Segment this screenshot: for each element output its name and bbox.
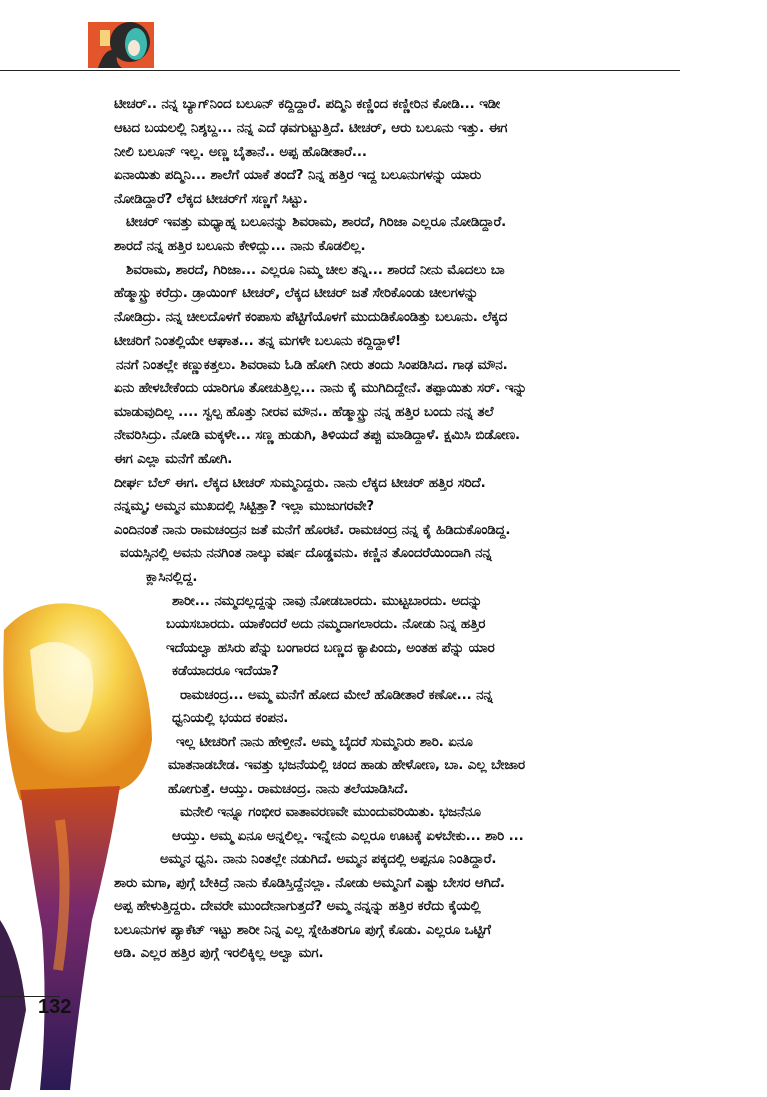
text-line: ಶಾರೀ... ನಮ್ಮದಲ್ಲದ್ದನ್ನು ನಾವು ನೋಡಬಾರದು. ಮುಟ್ಟಬಾರದು. ಅದನ್ನು	[172, 594, 483, 609]
text-line: ವಯಸ್ಸಿನಲ್ಲಿ ಅವನು ನನಗಿಂತ ನಾಲ್ಕು ವರ್ಷ ದೊಡ್ಡವನು. ಕಣ್ಣಿನ ತೊಂದರೆಯಿಂದಾಗಿ ನನ್ನ	[120, 546, 492, 561]
text-line: ಆಯ್ತು. ಅಮ್ಮ ಏನೂ ಅನ್ನಲಿಲ್ಲ. ಇನ್ನೇನು ಎಲ್ಲರೂ ಊಟಕ್ಕೆ ಏಳಬೇಕು... ಶಾರಿ ...	[172, 829, 524, 844]
text-line: ನನಗೆ ನಿಂತಲ್ಲೇ ಕಣ್ಣುಕತ್ತಲು. ಶಿವರಾಮ ಓಡಿ ಹೋಗಿ ನೀರು ತಂದು ಸಿಂಪಡಿಸಿದ. ಗಾಢ ಮೌನ.	[116, 358, 508, 373]
text-line: ಏನಾಯಿತು ಪದ್ಮಿನಿ... ಶಾಲೆಗೆ ಯಾಕೆ ತಂದೆ? ನಿನ್ನ ಹತ್ತಿರ ಇದ್ದ ಬಲೂನುಗಳನ್ನು ಯಾರು	[114, 168, 482, 183]
text-line: ನೀಲಿ ಬಲೂನ್ ಇಲ್ಲ. ಅಣ್ಣ ಬೈತಾನೆ.. ಅಪ್ಪ ಹೊಡೀತಾರೆ...	[114, 145, 367, 160]
text-line: ಈಗ ಎಲ್ಲಾ ಮನೆಗೆ ಹೋಗಿ.	[114, 452, 233, 467]
text-line: ನನ್ನಮ್ಮ; ಅಮ್ಮನ ಮುಖದಲ್ಲಿ ಸಿಟ್ಟಿತ್ತಾ? ಇಲ್ಲಾ ಮುಜುಗರವೇ?	[114, 499, 375, 514]
text-line: ಏನು ಹೇಳಬೇಕೆಂದು ಯಾರಿಗೂ ತೋಚುತ್ತಿಲ್ಲ... ನಾನು ಕೈ ಮುಗಿದಿದ್ದೇನೆ. ತಪ್ಪಾಯಿತು ಸರ್. ಇನ್ನು	[114, 381, 527, 396]
text-line: ಟೀಚರಿಗೆ ನಿಂತಲ್ಲಿಯೇ ಆಘಾತ... ತನ್ನ ಮಗಳೇ ಬಲೂನು ಕದ್ದಿದ್ದಾಳೆ!	[114, 334, 401, 349]
boy-illustration	[0, 590, 160, 1093]
text-line: ಇಲ್ಲ ಟೀಚರಿಗೆ ನಾನು ಹೇಳ್ತೀನೆ. ಅಮ್ಮ ಬೈದರೆ ಸುಮ್ಮನಿರು ಶಾರಿ. ಏನೂ	[176, 735, 473, 750]
text-line: ಹೋಗುತ್ತೆ. ಆಯ್ತು. ರಾಮಚಂದ್ರ. ನಾನು ತಲೆಯಾಡಿಸಿದೆ.	[168, 782, 409, 797]
text-line: ಟೀಚರ್ ಇವತ್ತು ಮಧ್ಯಾಹ್ನ ಬಲೂನನ್ನು ಶಿವರಾಮ, ಶಾರದೆ, ಗಿರಿಜಾ ಎಲ್ಲರೂ ನೋಡಿದ್ದಾರೆ.	[126, 215, 507, 230]
text-line: ದೀರ್ಘ ಬೆಲ್ ಈಗ. ಲೆಕ್ಕದ ಟೀಚರ್ ಸುಮ್ಮನಿದ್ದರು. ನಾನು ಲೆಕ್ಕದ ಟೀಚರ್ ಹತ್ತಿರ ಸರಿದೆ.	[114, 476, 486, 491]
text-line: ಶಿವರಾಮ, ಶಾರದೆ, ಗಿರಿಜಾ... ಎಲ್ಲರೂ ನಿಮ್ಮ ಚೀಲ ತನ್ನಿ... ಶಾರದೆ ನೀನು ಮೊದಲು ಬಾ	[126, 263, 505, 278]
text-line: ಮನೇಲಿ ಇನ್ನೂ ಗಂಭೀರ ವಾತಾವರಣವೇ ಮುಂದುವರಿಯಿತು. ಭಜನೆನೂ	[180, 805, 481, 820]
text-line: ಇದೆಯಲ್ವಾ ಹಸಿರು ಪೆನ್ನು ಬಂಗಾರದ ಬಣ್ಣದ ಕ್ಯಾಪಿಂದು, ಅಂತಹ ಪೆನ್ನು ಯಾರ	[166, 641, 495, 656]
text-line: ಎಂದಿನಂತೆ ನಾನು ರಾಮಚಂದ್ರನ ಜತೆ ಮನೆಗೆ ಹೊರಟೆ. ರಾಮಚಂದ್ರ ನನ್ನ ಕೈ ಹಿಡಿದುಕೊಂಡಿದ್ದ.	[114, 523, 511, 538]
text-line: ನೋಡಿದ್ದಾರೆ? ಲೆಕ್ಕದ ಟೀಚರ್‌ಗೆ ಸಣ್ಣಗೆ ಸಿಟ್ಟು.	[114, 192, 308, 207]
text-line: ಧ್ವನಿಯಲ್ಲಿ ಭಯದ ಕಂಪನ.	[172, 711, 289, 726]
text-line: ನೇವರಿಸಿದ್ರು. ನೋಡಿ ಮಕ್ಕಳೇ... ಸಣ್ಣ ಹುಡುಗಿ, ತಿಳಿಯದೆ ತಪ್ಪು ಮಾಡಿದ್ದಾಳೆ. ಕ್ಷಮಿಸಿ ಬಿಡೋಣ.	[114, 428, 521, 443]
text-line: ಶಾರದೆ ನನ್ನ ಹತ್ತಿರ ಬಲೂನು ಕೇಳಿದ್ಲು... ನಾನು ಕೊಡಲಿಲ್ಲ.	[114, 239, 366, 254]
header-rule	[0, 70, 680, 71]
text-line: ಬಲೂನುಗಳ ಪ್ಯಾಕೆಟ್ ಇಟ್ಟು ಶಾರೀ ನಿನ್ನ ಎಲ್ಲ ಸ್ನೇಹಿತರಿಗೂ ಪುಗ್ಗೆ ಕೊಡು. ಎಲ್ಲರೂ ಒಟ್ಟಿಗೆ	[114, 923, 491, 938]
text-line: ಶಾರು ಮಗಾ, ಪುಗ್ಗೆ ಬೇಕಿದ್ರೆ ನಾನು ಕೊಡಿಸ್ತಿದ್ದೆನಲ್ಲಾ. ನೋಡು ಅಮ್ಮನಿಗೆ ಎಷ್ಟು ಬೇಸರ ಆಗಿದೆ.	[114, 876, 505, 891]
logo-art	[88, 22, 154, 68]
text-line: ರಾಮಚಂದ್ರ... ಅಮ್ಮ ಮನೆಗೆ ಹೋದ ಮೇಲೆ ಹೊಡೀತಾರೆ ಕಣೋ... ನನ್ನ	[180, 688, 493, 703]
text-line: ಬಯಸಬಾರದು. ಯಾಕೆಂದರೆ ಅದು ನಮ್ಮದಾಗಲಾರದು. ನೋಡು ನಿನ್ನ ಹತ್ತಿರ	[166, 617, 486, 632]
text-line: ಮಾಡುವುದಿಲ್ಲ .... ಸ್ವಲ್ಪ ಹೊತ್ತು ನೀರವ ಮೌನ.. ಹೆಡ್ಮಾಸ್ಟ್ರು ನನ್ನ ಹತ್ತಿರ ಬಂದು ನನ್ನ ತಲೆ	[114, 405, 494, 420]
text-line: ನೋಡಿದ್ರು. ನನ್ನ ಚೀಲದೊಳಗೆ ಕಂಪಾಸು ಪೆಟ್ಟಿಗೆಯೊಳಗೆ ಮುದುಡಿಕೊಂಡಿತ್ತು ಬಲೂನು. ಲೆಕ್ಕದ	[114, 310, 508, 325]
text-line: ಆಟದ ಬಯಲಲ್ಲಿ ನಿಶ್ಶಬ್ದ... ನನ್ನ ಎದೆ ಢವಗುಟ್ಟುತ್ತಿದೆ. ಟೀಚರ್, ಆರು ಬಲೂನು ಇತ್ತು. ಈಗ	[114, 121, 508, 136]
text-line: ಮಾತನಾಡಬೇಡ. ಇವತ್ತು ಭಜನೆಯಲ್ಲಿ ಚಂದ ಹಾಡು ಹೇಳೋಣ, ಬಾ. ಎಲ್ಲ ಬೇಜಾರ	[168, 758, 526, 773]
text-line: ಹೆಡ್ಮಾಸ್ಟ್ರು ಕರೆದ್ರು. ಡ್ರಾಯಿಂಗ್ ಟೀಚರ್, ಲೆಕ್ಕದ ಟೀಚರ್ ಜತೆ ಸೇರಿಕೊಂಡು ಚೀಲಗಳನ್ನು	[114, 286, 479, 301]
text-line: ಅಮ್ಮನ ಧ್ವನಿ. ನಾನು ನಿಂತಲ್ಲೇ ನಡುಗಿದೆ. ಅಮ್ಮನ ಪಕ್ಕದಲ್ಲಿ ಅಪ್ಪನೂ ನಿಂತಿದ್ದಾರೆ.	[160, 852, 497, 867]
page-number: 132	[38, 996, 72, 1018]
text-line: ಆಡಿ. ಎಲ್ಲರ ಹತ್ತಿರ ಪುಗ್ಗೆ ಇರಲಿಕ್ಕಿಲ್ಲ ಅಲ್ವಾ ಮಗ.	[114, 946, 324, 961]
text-line: ಕಡೆಯಾದರೂ ಇದೆಯಾ?	[172, 664, 279, 679]
text-line: ಅಪ್ಪ ಹೇಳುತ್ತಿದ್ದರು. ದೇವರೇ ಮುಂದೇನಾಗುತ್ತದೆ? ಅಮ್ಮ ನನ್ನನ್ನು ಹತ್ತಿರ ಕರೆದು ಕೈಯಲ್ಲಿ	[114, 899, 481, 914]
header-logo	[88, 22, 154, 68]
text-line: ಕ್ಲಾಸಿನಲ್ಲಿದ್ದ.	[146, 570, 198, 585]
text-line: ಟೀಚರ್.. ನನ್ನ ಬ್ಯಾಗ್‌ನಿಂದ ಬಲೂನ್ ಕದ್ದಿದ್ದಾರೆ. ಪದ್ಮಿನಿ ಕಣ್ಣಿಂದ ಕಣ್ಣೀರಿನ ಕೋಡಿ... ಇಡೀ	[114, 97, 500, 112]
